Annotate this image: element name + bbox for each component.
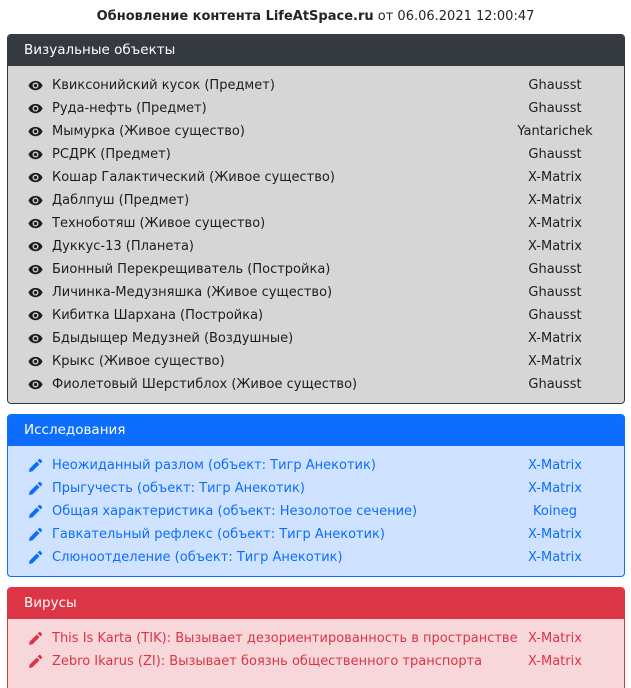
item-author: Ghausst xyxy=(528,78,582,93)
eye-icon xyxy=(28,262,43,277)
page-header xyxy=(0,8,631,26)
item-title: Фиолетовый Шерстиблох (Живое существо) xyxy=(52,377,358,392)
list-item[interactable] xyxy=(8,477,624,500)
item-author: Ghausst xyxy=(528,101,582,116)
item-title: Личинка-Медузняшка (Живое существо) xyxy=(52,285,333,300)
list-item xyxy=(8,166,624,189)
eye-icon xyxy=(28,170,43,185)
list-item xyxy=(8,120,624,143)
item-author: X-Matrix xyxy=(528,216,582,231)
item-author: Ghausst xyxy=(528,147,582,162)
pencil-icon xyxy=(28,654,43,669)
list-item[interactable] xyxy=(8,627,624,650)
pencil-icon xyxy=(28,527,43,542)
item-author: X-Matrix xyxy=(528,458,582,473)
eye-icon xyxy=(28,101,43,116)
list-item xyxy=(8,373,624,396)
item-title[interactable]: Общая характеристика (объект: Незолотое сечение) xyxy=(52,504,418,519)
viruses-card xyxy=(7,587,625,688)
update-timestamp: от 06.06.2021 12:00:47 xyxy=(377,9,535,24)
eye-icon xyxy=(28,331,43,346)
item-author: Koineg xyxy=(533,504,577,519)
visual-objects-heading: Визуальные объекты xyxy=(8,35,624,66)
list-item xyxy=(8,350,624,373)
item-author: X-Matrix xyxy=(528,354,582,369)
eye-icon xyxy=(28,124,43,139)
item-author: Ghausst xyxy=(528,377,582,392)
item-author: Ghausst xyxy=(528,308,582,323)
item-title: Квиксонийский кусок (Предмет) xyxy=(52,78,275,93)
item-title: Мымурка (Живое существо) xyxy=(52,124,245,139)
list-item xyxy=(8,235,624,258)
item-author: X-Matrix xyxy=(528,481,582,496)
pencil-icon xyxy=(28,631,43,646)
eye-icon xyxy=(28,308,43,323)
pencil-icon xyxy=(28,550,43,565)
item-author: X-Matrix xyxy=(528,331,582,346)
eye-icon xyxy=(28,147,43,162)
list-item xyxy=(8,97,624,120)
list-item xyxy=(8,327,624,350)
list-item xyxy=(8,143,624,166)
item-author: X-Matrix xyxy=(528,239,582,254)
pencil-icon xyxy=(28,504,43,519)
visual-objects-list xyxy=(8,66,624,396)
item-title: Крыкс (Живое существо) xyxy=(52,354,225,369)
item-title[interactable]: Прыгучесть (объект: Тигр Анекотик) xyxy=(52,481,305,496)
viruses-heading: Вирусы xyxy=(8,588,624,619)
viruses-list xyxy=(8,619,624,673)
list-item xyxy=(8,212,624,235)
item-author: X-Matrix xyxy=(528,527,582,542)
list-item xyxy=(8,189,624,212)
visual-objects-card xyxy=(7,34,625,404)
item-author: X-Matrix xyxy=(528,654,582,669)
item-title: Кибитка Шархана (Постройка) xyxy=(52,308,264,323)
item-author: X-Matrix xyxy=(528,550,582,565)
list-item[interactable] xyxy=(8,523,624,546)
item-title: Руда-нефть (Предмет) xyxy=(52,101,207,116)
eye-icon xyxy=(28,377,43,392)
item-author: Yantarichek xyxy=(517,124,593,139)
list-item xyxy=(8,258,624,281)
list-item xyxy=(8,74,624,97)
item-author: X-Matrix xyxy=(528,631,582,646)
item-title: Даблпуш (Предмет) xyxy=(52,193,190,208)
item-author: Ghausst xyxy=(528,262,582,277)
research-card xyxy=(7,414,625,577)
item-author: Ghausst xyxy=(528,285,582,300)
list-item[interactable] xyxy=(8,454,624,477)
page-title: Обновление контента LifeAtSpace.ru xyxy=(96,9,374,24)
pencil-icon xyxy=(28,481,43,496)
item-title: Дуккус-13 (Планета) xyxy=(52,239,194,254)
item-author: X-Matrix xyxy=(528,170,582,185)
item-title: Бионный Перекрещиватель (Постройка) xyxy=(52,262,331,277)
eye-icon xyxy=(28,239,43,254)
item-title: РСДРК (Предмет) xyxy=(52,147,171,162)
item-title: Бдыдыщер Медузней (Воздушные) xyxy=(52,331,294,346)
eye-icon xyxy=(28,216,43,231)
item-title: Техноботяш (Живое существо) xyxy=(52,216,266,231)
list-item[interactable] xyxy=(8,500,624,523)
pencil-icon xyxy=(28,458,43,473)
item-title[interactable]: Слюноотделение (объект: Тигр Анекотик) xyxy=(52,550,343,565)
list-item xyxy=(8,304,624,327)
list-item[interactable] xyxy=(8,650,624,673)
item-author: X-Matrix xyxy=(528,193,582,208)
eye-icon xyxy=(28,78,43,93)
item-title[interactable]: Zebro Ikarus (ZI): Вызывает боязнь общественного транспорта xyxy=(52,654,483,669)
research-heading: Исследования xyxy=(8,415,624,446)
item-title[interactable]: This Is Karta (TIK): Вызывает дезориентированность в пространстве xyxy=(52,631,518,646)
eye-icon xyxy=(28,354,43,369)
eye-icon xyxy=(28,285,43,300)
item-title[interactable]: Неожиданный разлом (объект: Тигр Анекотик) xyxy=(52,458,376,473)
research-list xyxy=(8,446,624,569)
eye-icon xyxy=(28,193,43,208)
item-title[interactable]: Гавкательный рефлекс (объект: Тигр Анекотик) xyxy=(52,527,385,542)
item-title: Кошар Галактический (Живое существо) xyxy=(52,170,335,185)
list-item[interactable] xyxy=(8,546,624,569)
list-item xyxy=(8,281,624,304)
